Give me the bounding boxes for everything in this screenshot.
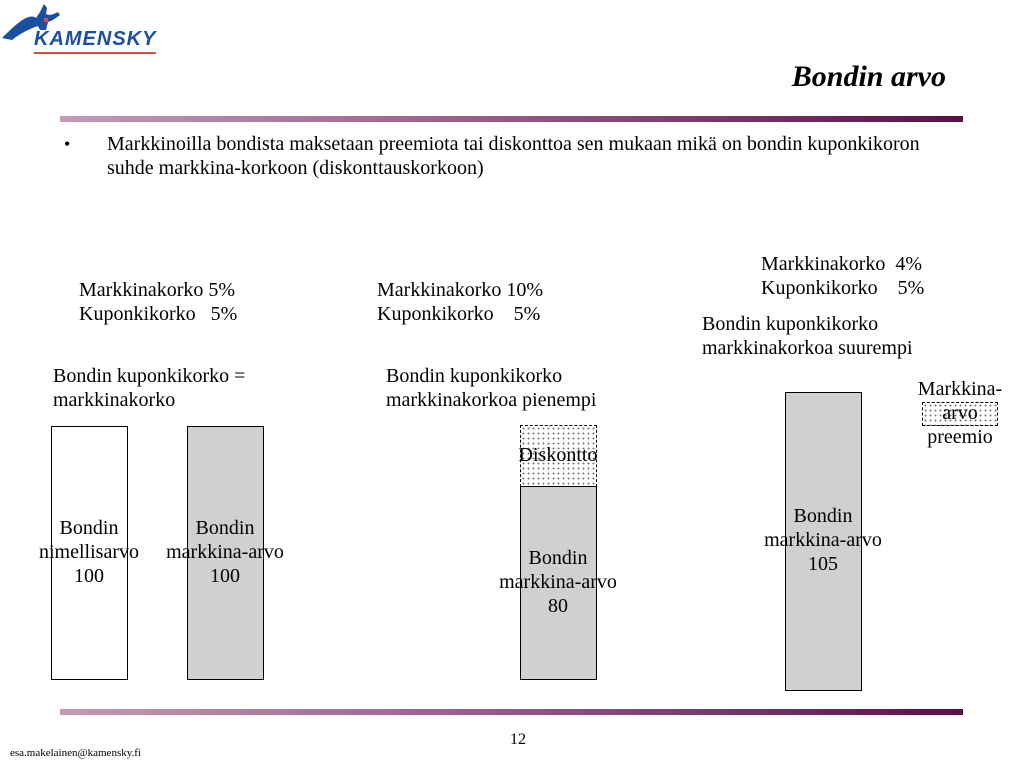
case2-market-label: Bondin markkina-arvo 80 xyxy=(499,547,617,617)
footer-email: esa.makelainen@kamensky.fi xyxy=(10,747,141,759)
case1-nominal-label: Bondin nimellisarvo 100 xyxy=(39,517,139,587)
case2-discount-label: Diskontto xyxy=(518,444,598,466)
bullet-text: Markkinoilla bondista maksetaan preemiota tai diskonttoa sen mukaan mikä on bondin kuponkikoron suhde markkina-korkoon (diskonttauskorkoon) xyxy=(107,133,920,179)
case1-relation: Bondin kuponkikorko = markkinakorko xyxy=(53,365,246,411)
bullet-marker: • xyxy=(64,134,71,154)
top-divider xyxy=(60,116,963,122)
case1-rates: Markkinakorko 5% Kuponkikorko 5% xyxy=(79,279,238,325)
logo-text: KAMENSKY xyxy=(34,28,157,50)
bottom-divider xyxy=(60,709,963,715)
case3-rates: Markkinakorko 4% Kuponkikorko 5% xyxy=(761,253,925,299)
slide-title: Bondin arvo xyxy=(791,60,946,93)
logo-underline xyxy=(34,52,156,54)
case3-premium-label: Markkina- arvo preemio xyxy=(917,378,1003,448)
case1-market-label: Bondin markkina-arvo 100 xyxy=(166,517,284,587)
case3-relation: Bondin kuponkikorko markkinakorkoa suurempi xyxy=(702,313,913,359)
case3-market-label: Bondin markkina-arvo 105 xyxy=(764,505,882,575)
company-logo xyxy=(0,0,170,60)
case2-rates: Markkinakorko 10% Kuponkikorko 5% xyxy=(377,279,544,325)
page-number: 12 xyxy=(510,731,526,748)
case2-relation: Bondin kuponkikorko markkinakorkoa pienempi xyxy=(386,365,597,411)
